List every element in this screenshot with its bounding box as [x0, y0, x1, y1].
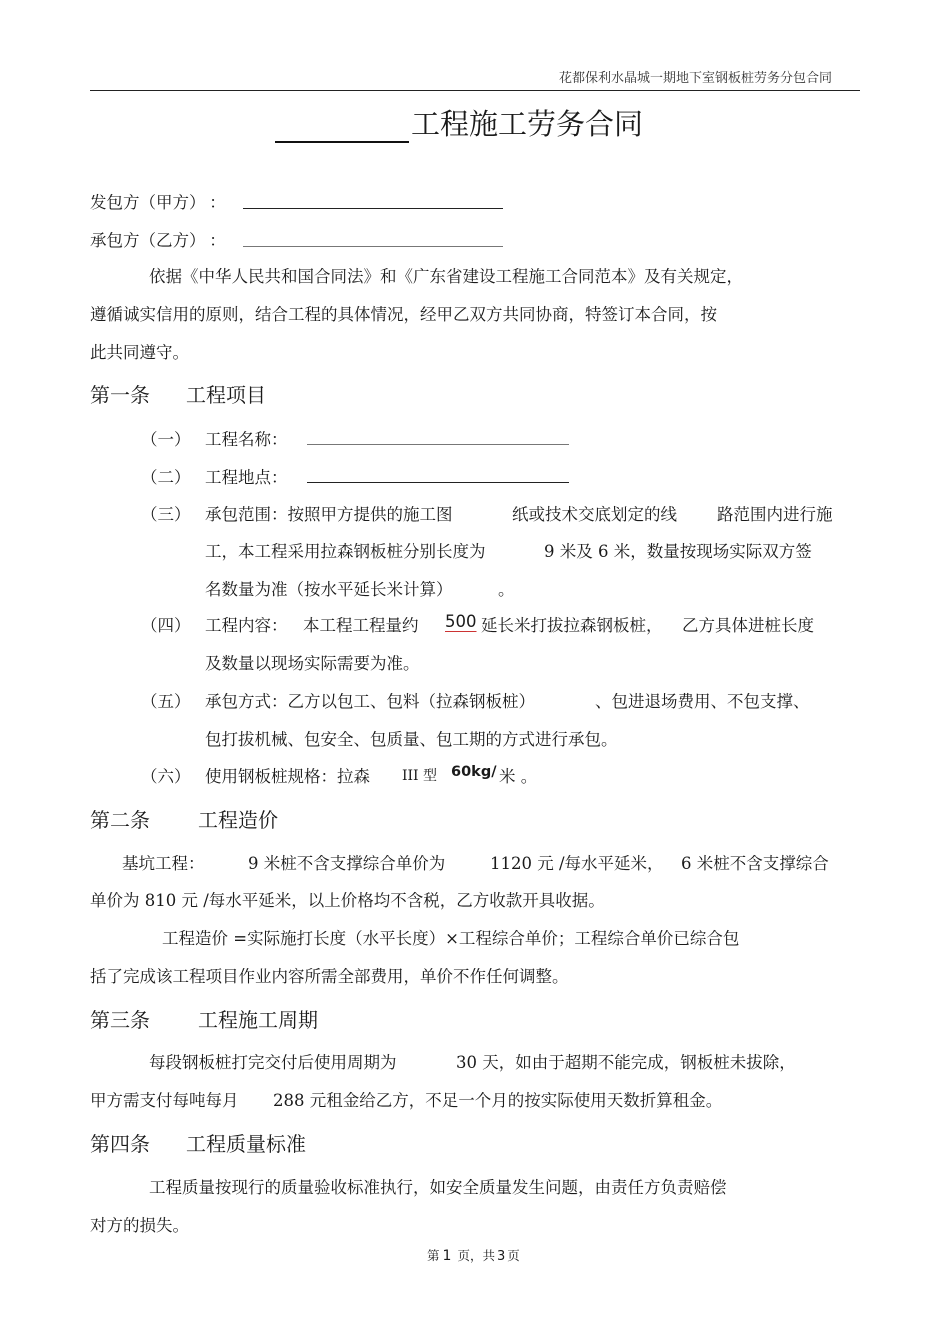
article-2-heading: 第二条 工程造价	[90, 808, 278, 832]
price-line-1b: 9 米桩不含支撑综合单价为	[248, 854, 446, 873]
quality-line-2: 对方的损失。	[90, 1216, 189, 1235]
project-name-label: 工程名称：	[205, 430, 288, 449]
price-line-3: 工程造价 =实际施打长度（水平长度）×工程综合单价；工程综合单价已综合包	[162, 929, 740, 948]
period-line-2b: 288 元租金给乙方，不足一个月的按实际使用天数折算租金。	[273, 1091, 723, 1110]
price-line-1c: 1120 元 /每水平延米，	[490, 854, 664, 873]
period-line-1a: 每段钢板桩打完交付后使用周期为	[149, 1053, 397, 1072]
header-rule	[90, 90, 860, 91]
project-location-field[interactable]	[307, 482, 569, 483]
content-line-1c: 延长米打拔拉森钢板桩，	[481, 616, 663, 635]
scope-line-2a: 工，本工程采用拉森钢板桩分别长度为	[205, 542, 486, 561]
page-number: 1	[442, 1248, 452, 1264]
content-line-1a: 工程内容：	[205, 616, 288, 635]
running-header: 花都保利水晶城一期地下室钢板桩劳务分包合同	[558, 71, 832, 86]
project-name-field[interactable]	[307, 444, 569, 445]
scope-line-1a: 承包范围：按照甲方提供的施工图	[205, 505, 453, 524]
scope-line-1b: 纸或技术交底划定的线	[512, 505, 677, 524]
price-line-2: 单价为 810 元 /每水平延米，以上价格均不含税，乙方收款开具收据。	[90, 891, 605, 910]
spec-type: III 型	[402, 768, 438, 784]
scope-line-1c: 路范围内进行施	[717, 505, 833, 524]
contract-mode-line-2: 包打拔机械、包安全、包质量、包工期的方式进行承包。	[205, 730, 618, 749]
article-1-heading: 第一条 工程项目	[90, 383, 266, 407]
content-line-1b: 本工程工程量约	[303, 616, 419, 635]
document-title	[275, 102, 643, 143]
spec-line-a: 使用钢板桩规格：拉森	[205, 767, 370, 786]
period-line-1b: 30 天，如由于超期不能完成，钢板桩未拔除，	[456, 1053, 796, 1072]
spec-unit: 米 。	[499, 767, 538, 786]
party-a-field[interactable]	[243, 208, 503, 209]
article-4-heading: 第四条 工程质量标准	[90, 1132, 306, 1156]
title-blank-line	[275, 113, 409, 143]
content-line-2: 及数量以现场实际需要为准。	[205, 654, 420, 673]
article-3-heading: 第三条 工程施工周期	[90, 1008, 318, 1032]
project-location-label: 工程地点：	[205, 468, 288, 487]
intro-line-2: 遵循诚实信用的原则，结合工程的具体情况，经甲乙双方共同协商，特签订本合同，按	[90, 305, 717, 324]
price-line-1d: 6 米桩不含支撑综合	[681, 854, 829, 873]
content-quantity: 500	[445, 612, 477, 631]
item-2-num: （二）	[141, 468, 191, 487]
party-a-label: 发包方（甲方） ：	[90, 193, 226, 212]
item-5-num: （五）	[141, 692, 191, 711]
spec-weight: 60kg/	[451, 764, 497, 780]
title-text: 工程施工劳务合同	[411, 107, 644, 141]
party-b-field[interactable]	[243, 246, 503, 247]
scope-line-2b: 9 米及 6 米，数量按现场实际双方签	[544, 542, 812, 561]
price-line-1a: 基坑工程：	[122, 854, 205, 873]
item-1-num: （一）	[141, 430, 191, 449]
party-b-label: 承包方（乙方） ：	[90, 231, 226, 250]
content-line-1d: 乙方具体进桩长度	[682, 616, 814, 635]
quality-line-1: 工程质量按现行的质量验收标准执行，如安全质量发生问题，由责任方负责赔偿	[149, 1178, 727, 1197]
intro-line-1: 依据《中华人民共和国合同法》和《广东省建设工程施工合同范本》及有关规定，	[149, 267, 743, 286]
scope-line-3b: 。	[498, 580, 515, 599]
scope-line-3a: 名数量为准（按水平延长米计算）	[205, 580, 453, 599]
item-3-num: （三）	[141, 505, 191, 524]
contract-mode-line-1a: 承包方式：乙方以包工、包料（拉森钢板桩）	[205, 692, 535, 711]
price-line-4: 括了完成该工程项目作业内容所需全部费用，单价不作任何调整。	[90, 967, 569, 986]
contract-mode-line-1b: 、包进退场费用、不包支撑、	[595, 692, 810, 711]
page-total: 3	[496, 1249, 506, 1264]
intro-line-3: 此共同遵守。	[90, 343, 189, 362]
item-4-num: （四）	[141, 616, 191, 635]
item-6-num: （六）	[141, 767, 191, 786]
page-footer: 第 1 页，共 3 页	[427, 1248, 520, 1264]
period-line-2a: 甲方需支付每吨每月	[90, 1091, 239, 1110]
